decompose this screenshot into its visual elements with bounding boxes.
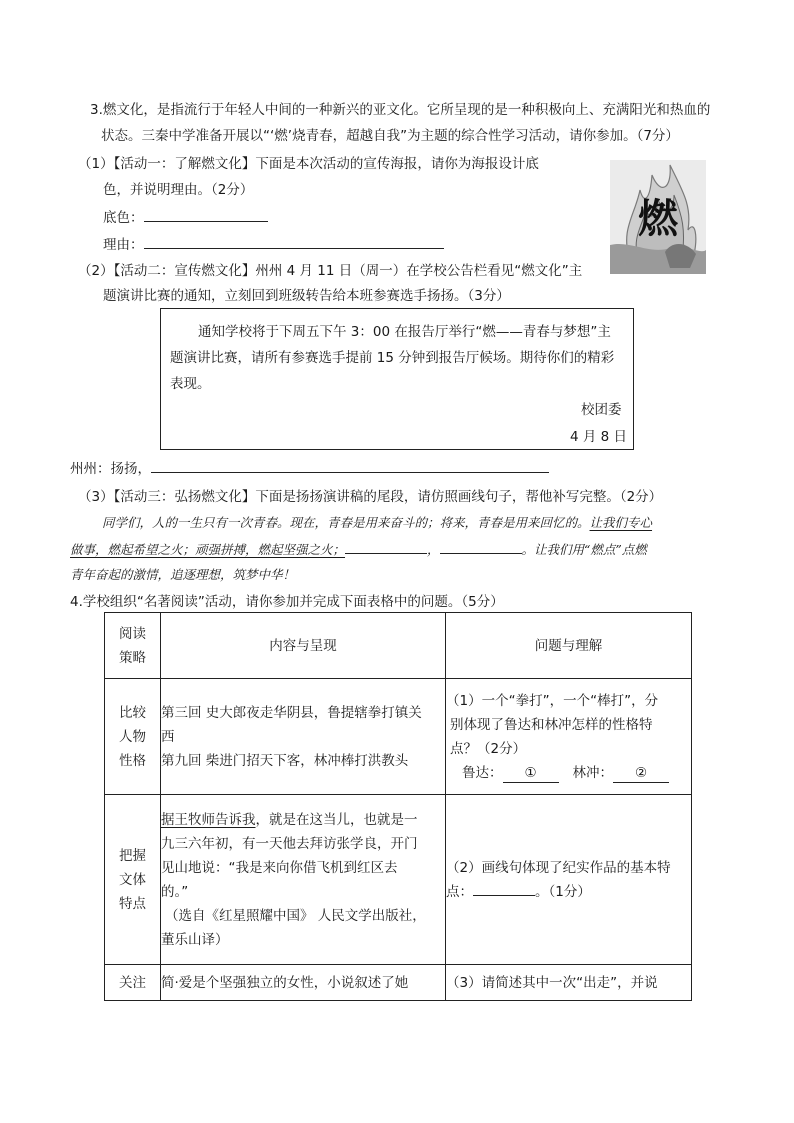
underlined-sentence: 据王牧师告诉我 — [161, 811, 256, 828]
luda-blank[interactable]: ① — [503, 764, 559, 783]
speech-passage-line2 — [70, 539, 647, 560]
burning-poster-image — [610, 160, 706, 274]
relay-answer — [70, 458, 549, 479]
row1-content: 第三回 史大郎夜走华阴县，鲁提辖拳打镇关 西 第九回 柴进门招天下客，林冲棒打洪教头 — [161, 679, 446, 795]
table-row — [105, 679, 692, 795]
row3-question: （3）请简述其中一次“出走”，并说 — [446, 965, 692, 1001]
activity1-line1: （1）【活动一：了解燃文化】下面是本次活动的宣传海报，请你为海报设计底 — [78, 156, 539, 172]
relay-blank[interactable] — [151, 458, 549, 473]
notice-date: 4 月 8 日 — [570, 429, 628, 445]
header-question: 问题与理解 — [446, 613, 692, 679]
activity3-line1: （3）【活动三：弘扬燃文化】下面是扬扬演讲稿的尾段，请仿照画线句子，帮他补写完整。（2分） — [78, 489, 663, 505]
passage-underlined-1: 让我们专心 — [589, 515, 653, 530]
row3-strategy: 关注 — [105, 965, 161, 1001]
row3-content: 简·爱是个坚强独立的女性，小说叙述了她 — [161, 965, 446, 1001]
imitation-blank-2[interactable] — [440, 539, 522, 554]
q4-intro: 4.学校组织“名著阅读”活动，请你参加并完成下面表格中的问题。（5分） — [70, 594, 504, 610]
row1-strategy: 比较 人物 性格 — [105, 679, 161, 795]
background-color-blank[interactable] — [144, 207, 268, 222]
speech-passage-line1 — [102, 513, 652, 533]
reason-blank[interactable] — [144, 234, 444, 249]
speech-passage-line3: 青年奋起的激情，追逐理想，筑梦中华！ — [70, 567, 296, 582]
character-blanks — [446, 761, 691, 785]
header-content: 内容与呈现 — [161, 613, 446, 679]
linchong-label: 林冲： — [572, 764, 613, 781]
imitation-blank-1[interactable] — [345, 539, 427, 554]
notice-signature: 校团委 — [581, 402, 622, 418]
relay-label: 州州：扬扬， — [70, 461, 151, 477]
passage-text-2: 。让我们用“燃点”点燃 — [521, 542, 647, 557]
passage-underlined-2: 做事，燃起希望之火；顽强拼搏，燃起坚强之火； — [70, 542, 346, 557]
background-color-label: 底色： — [103, 210, 144, 226]
linchong-blank[interactable]: ② — [613, 764, 669, 783]
reading-table — [104, 612, 692, 1001]
activity2-line1: （2）【活动二：宣传燃文化】州州 4 月 11 日（周一）在学校公告栏看见“燃文化”主 — [78, 263, 583, 279]
activity2-line2: 题演讲比赛的通知，立刻回到班级转告给本班参赛选手扬扬。（3分） — [103, 288, 510, 304]
notice-line3: 表现。 — [170, 376, 211, 392]
passage-separator: ， — [427, 542, 440, 557]
table-row — [105, 965, 692, 1001]
row1-question: （1）一个“拳打”，一个“棒打”，分 别体现了鲁达和林冲怎样的性格特 点？（2分） 鲁达： ① 林冲： ② — [446, 679, 692, 795]
notice-line2: 题演讲比赛，请所有参赛选手提前 15 分钟到报告厅候场。期待你们的精彩 — [170, 350, 615, 366]
row2-content: 据王牧师告诉我，就是在这当儿，也就是一 九三六年初，有一天他去拜访张学良，开门 见山地说：“我是来向你借飞机到红区去 的。” （选自《红星照耀中国》 人民文学出版社， 董乐山译） — [161, 795, 446, 965]
header-strategy: 阅读策略 — [105, 613, 161, 679]
reason-label: 理由： — [103, 237, 144, 253]
luda-label: 鲁达： — [462, 764, 503, 781]
q3-intro-line1: 3.燃文化，是指流行于年轻人中间的一种新兴的亚文化。它所呈现的是一种积极向上、充满阳光和热血的 — [90, 102, 711, 118]
poster-char-text: 燃 — [638, 196, 678, 242]
passage-text-1: 同学们，人的一生只有一次青春。现在，青春是用来奋斗的；将来，青春是用来回忆的。 — [102, 515, 590, 530]
reason-answer — [103, 234, 444, 255]
row2-strategy: 把握 文体 特点 — [105, 795, 161, 965]
table-row — [105, 795, 692, 965]
background-color-answer — [103, 207, 268, 228]
table-header-row — [105, 613, 692, 679]
q3-intro-line2: 状态。三秦中学准备开展以“‘燃’烧青春，超越自我”为主题的综合性学习活动，请你参加。（7分） — [101, 128, 679, 144]
activity1-line2: 色，并说明理由。（2分） — [103, 182, 254, 198]
row2-question: （2）画线句体现了纪实作品的基本特 点： 。（1分） — [446, 795, 692, 965]
notice-line1: 通知学校将于下周五下午 3：00 在报告厅举行“燃——青春与梦想”主 — [198, 324, 611, 340]
feature-blank[interactable] — [473, 881, 535, 896]
